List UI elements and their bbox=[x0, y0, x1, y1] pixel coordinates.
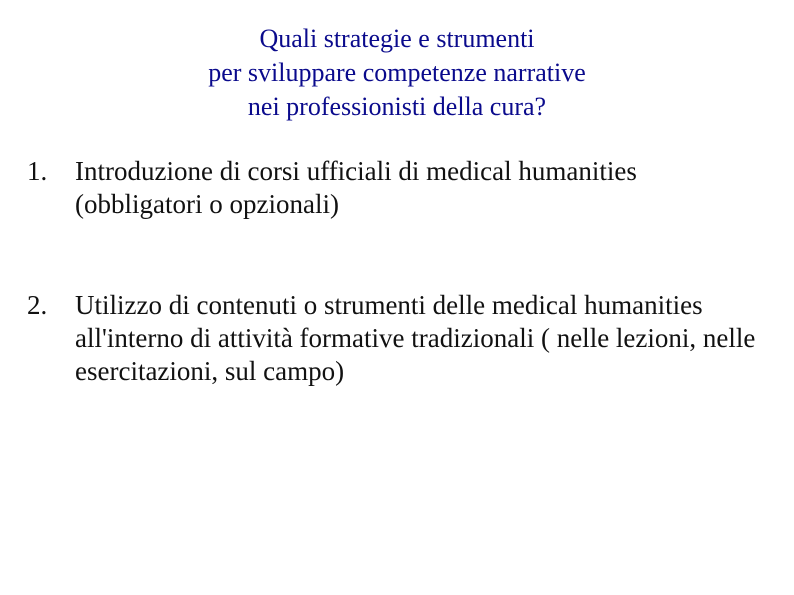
list-item bbox=[27, 155, 767, 221]
title-line-2: per sviluppare competenze narrative bbox=[208, 58, 586, 87]
title-line-1: Quali strategie e strumenti bbox=[259, 24, 535, 53]
slide-title bbox=[0, 22, 794, 124]
list-item-text: Introduzione di corsi ufficiali di medical humanities (obbligatori o opzionali) bbox=[75, 156, 637, 219]
list-item bbox=[27, 289, 767, 388]
list-item-text: Utilizzo di contenuti o strumenti delle medical humanities all'interno di attività formative tradizionali ( nelle lezioni, nelle esercitazioni, sul campo) bbox=[75, 290, 756, 386]
title-line-3: nei professionisti della cura? bbox=[247, 92, 547, 121]
list-item-number: 1. bbox=[27, 156, 48, 186]
list-item-number: 2. bbox=[27, 290, 48, 320]
